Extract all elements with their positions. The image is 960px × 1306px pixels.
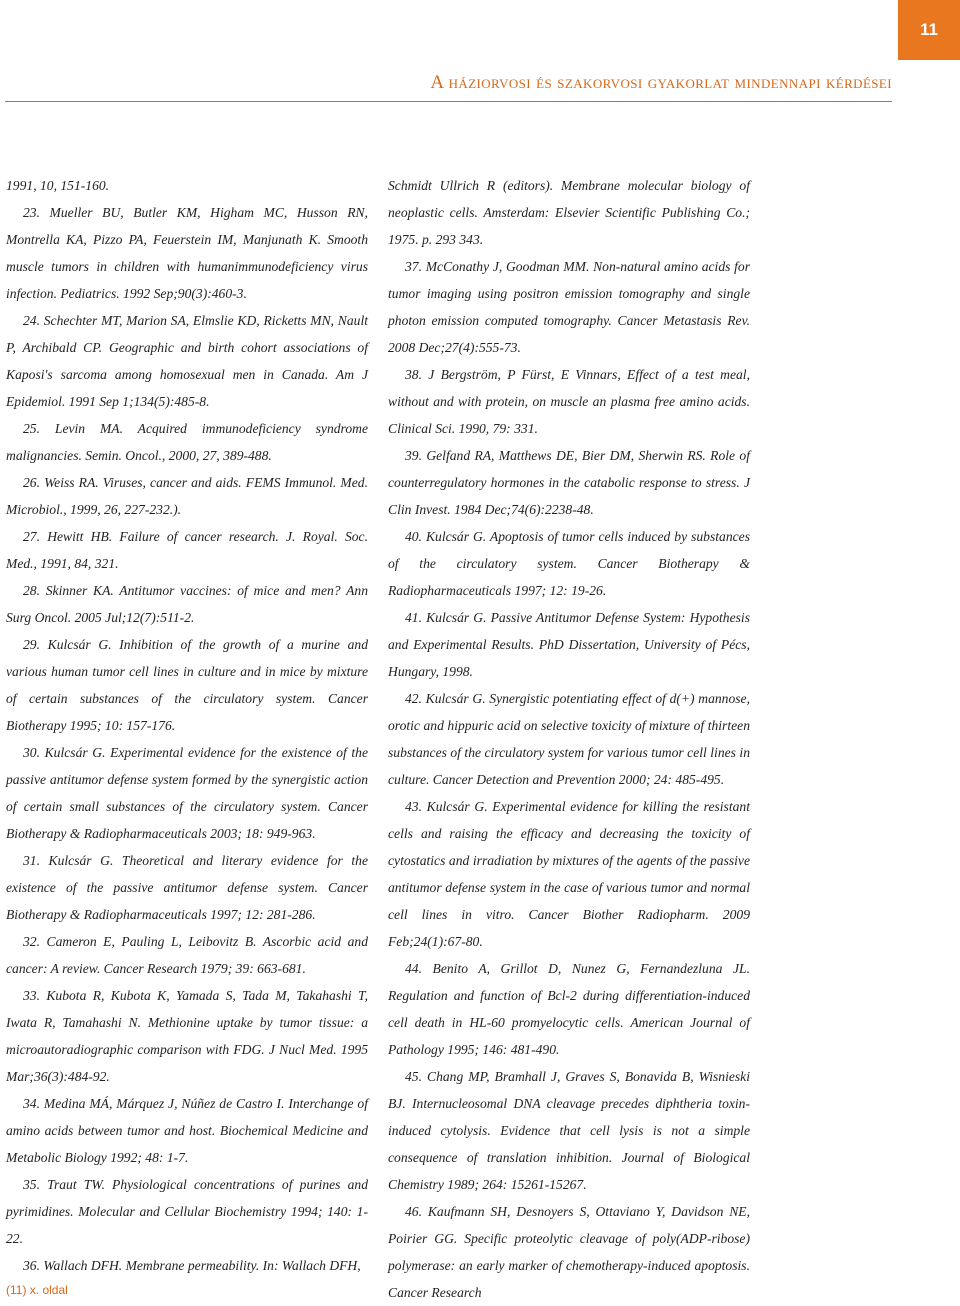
references-left-column: [6, 172, 368, 1279]
reference-item: 31. Kulcsár G. Theoretical and literary evidence for the existence of the passive antitumor defense system. Cancer Biotherapy & Radiopharmaceuticals 1997; 12: 281-286.: [6, 853, 368, 922]
reference-item: 33. Kubota R, Kubota K, Yamada S, Tada M, Takahashi T, Iwata R, Tamahashi N. Methionine uptake by tumor tissue: a microautoradiographic comparison with FDG. J Nucl Med. 1995 Mar;36(3):484-92.: [6, 988, 368, 1084]
reference-continuation: 1991, 10, 151-160.: [6, 178, 110, 193]
header-divider: [5, 101, 892, 102]
reference-item: 37. McConathy J, Goodman MM. Non-natural amino acids for tumor imaging using positron emission tomography and single photon emission computed tomography. Cancer Metastasis Rev. 2008 Dec;27(4):555-73.: [388, 259, 750, 355]
reference-item: 29. Kulcsár G. Inhibition of the growth of a murine and various human tumor cell lines in culture and in mice by mixture of certain substances of the circulatory system. Cancer Biotherapy 1995; 10: 157-176.: [6, 637, 368, 733]
reference-continuation: Schmidt Ullrich R (editors). Membrane molecular biology of neoplastic cells. Amsterdam: Elsevier Scientific Publishing Co.; 1975. p. 293 343.: [388, 178, 750, 247]
reference-item: 42. Kulcsár G. Synergistic potentiating effect of d(+) mannose, orotic and hippuric acid on selective toxicity of mixture of thirteen substances of the circulatory system for various tumor cell lines in culture. Cancer Detection and Prevention 2000; 24: 485-495.: [388, 691, 750, 787]
reference-item: 46. Kaufmann SH, Desnoyers S, Ottaviano Y, Davidson NE, Poirier GG. Specific proteolytic cleavage of poly(ADP-ribose) polymerase: an early marker of chemotherapy-induced apoptosis. Cancer Research: [388, 1204, 750, 1300]
reference-item: 44. Benito A, Grillot D, Nunez G, Fernandezluna JL. Regulation and function of Bcl-2 during differentiation-induced cell death in HL-60 promyelocytic cells. American Journal of Pathology 1995; 146: 481-490.: [388, 961, 750, 1057]
reference-item: 23. Mueller BU, Butler KM, Higham MC, Husson RN, Montrella KA, Pizzo PA, Feuerstein IM, Manjunath K. Smooth muscle tumors in children with humanimmunodeficiency virus infection. Pediatrics. 1992 Sep;90(3):460-3.: [6, 205, 368, 301]
reference-item: 41. Kulcsár G. Passive Antitumor Defense System: Hypothesis and Experimental Results. PhD Dissertation, University of Pécs, Hungary, 1998.: [388, 610, 750, 679]
reference-item: 28. Skinner KA. Antitumor vaccines: of mice and men? Ann Surg Oncol. 2005 Jul;12(7):511-2.: [6, 583, 368, 625]
reference-item: 38. J Bergström, P Fürst, E Vinnars, Effect of a test meal, without and with protein, on muscle an plasma free amino acids. Clinical Sci. 1990, 79: 331.: [388, 367, 750, 436]
reference-item: 25. Levin MA. Acquired immunodeficiency syndrome malignancies. Semin. Oncol., 2000, 27, 389-488.: [6, 421, 368, 463]
reference-item: 35. Traut TW. Physiological concentrations of purines and pyrimidines. Molecular and Cellular Biochemistry 1994; 140: 1-22.: [6, 1177, 368, 1246]
reference-item: 27. Hewitt HB. Failure of cancer research. J. Royal. Soc. Med., 1991, 84, 321.: [6, 529, 368, 571]
running-header: A háziorvosi és szakorvosi gyakorlat mindennapi kérdései: [430, 72, 892, 93]
references-right-column: [388, 172, 750, 1306]
reference-item: 24. Schechter MT, Marion SA, Elmslie KD, Ricketts MN, Nault P, Archibald CP. Geographic and birth cohort associations of Kaposi's sarcoma among homosexual men in Canada. Am J Epidemiol. 1991 Sep 1;134(5):485-8.: [6, 313, 368, 409]
reference-item: 30. Kulcsár G. Experimental evidence for the existence of the passive antitumor defense system formed by the synergistic action of certain small substances of the circulatory system. Cancer Biotherapy & Radiopharmaceuticals 2003; 18: 949-963.: [6, 745, 368, 841]
reference-item: 26. Weiss RA. Viruses, cancer and aids. FEMS Immunol. Med. Microbiol., 1999, 26, 227-232.).: [6, 475, 368, 517]
reference-item: 32. Cameron E, Pauling L, Leibovitz B. Ascorbic acid and cancer: A review. Cancer Research 1979; 39: 663-681.: [6, 934, 368, 976]
page-number-badge: 11: [898, 0, 960, 60]
reference-item: 43. Kulcsár G. Experimental evidence for killing the resistant cells and raising the efficacy and decreasing the toxicity of cytostatics and irradiation by mixtures of the agents of the passive antitumor defense system in the case of various tumor and normal cell lines in vitro. Cancer Biother Radiopharm. 2009 Feb;24(1):67-80.: [388, 799, 750, 949]
reference-item: 40. Kulcsár G. Apoptosis of tumor cells induced by substances of the circulatory system. Cancer Biotherapy & Radiopharmaceuticals 1997; 12: 19-26.: [388, 529, 750, 598]
reference-item: 45. Chang MP, Bramhall J, Graves S, Bonavida B, Wisnieski BJ. Internucleosomal DNA cleavage precedes diphtheria toxin-induced cytolysis. Evidence that cell lysis is not a simple consequence of translation inhibition. Journal of Biological Chemistry 1989; 264: 15261-15267.: [388, 1069, 750, 1192]
reference-item: 39. Gelfand RA, Matthews DE, Bier DM, Sherwin RS. Role of counterregulatory hormones in the catabolic response to stress. J Clin Invest. 1984 Dec;74(6):2238-48.: [388, 448, 750, 517]
reference-item: 34. Medina MÁ, Márquez J, Núñez de Castro I. Interchange of amino acids between tumor and host. Biochemical Medicine and Metabolic Biology 1992; 48: 1-7.: [6, 1096, 368, 1165]
reference-item: 36. Wallach DFH. Membrane permeability. In: Wallach DFH,: [23, 1258, 361, 1273]
page-footer: (11) x. oldal: [6, 1283, 68, 1297]
